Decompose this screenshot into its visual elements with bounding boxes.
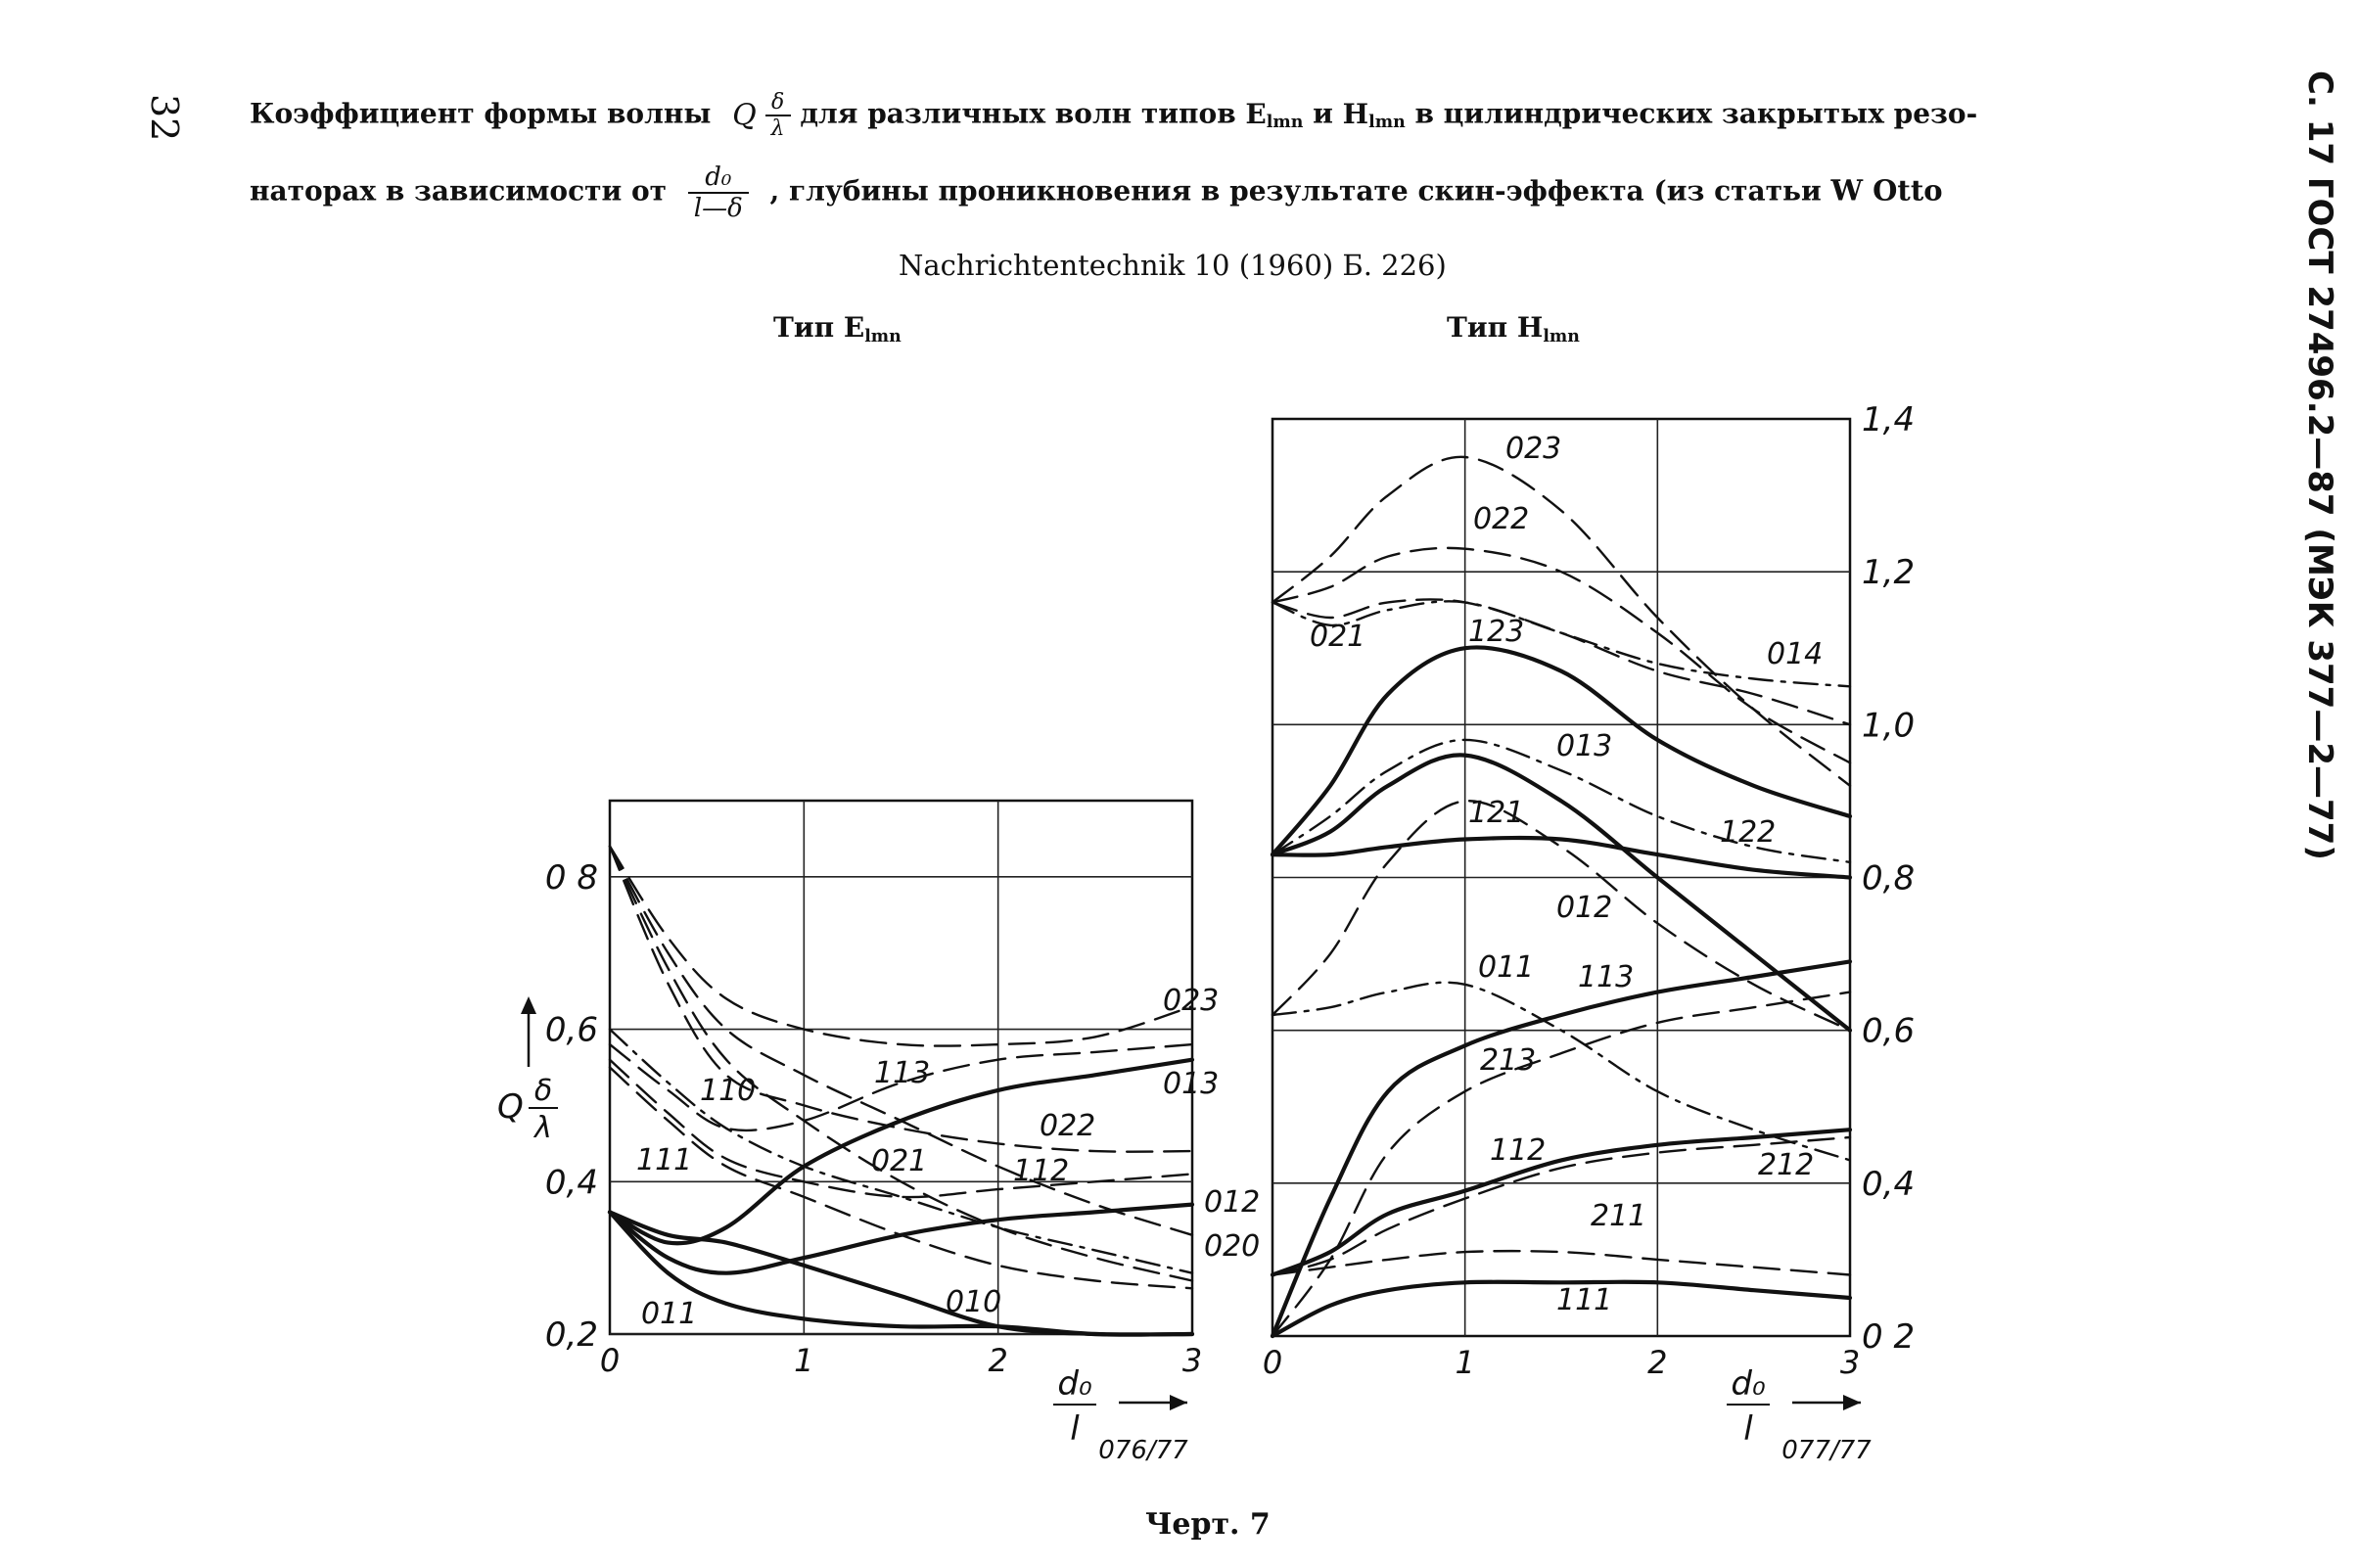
series-label-021: 021 (1310, 620, 1366, 654)
series-label-111: 111 (1556, 1283, 1613, 1317)
x-axis-label-num: d₀ (1731, 1364, 1766, 1404)
x-tick-label: 3 (1839, 1344, 1861, 1381)
x-tick-label: 2 (1647, 1344, 1668, 1381)
title-part1: Коэффициент формы волны (250, 97, 712, 130)
y-axis-arrowhead (521, 996, 536, 1014)
y-tick-label: 0,4 (544, 1163, 598, 1203)
series-label-010: 010 (946, 1285, 1002, 1319)
series-label-013: 013 (1556, 729, 1613, 763)
series-label-020: 020 (1204, 1229, 1261, 1264)
y-tick-label: 0 8 (544, 857, 598, 898)
chart-e-type (497, 801, 1260, 1465)
series-label-021: 021 (871, 1144, 928, 1178)
series-label-023: 023 (1505, 432, 1562, 466)
y-tick-label: 0,6 (544, 1010, 598, 1050)
y-axis-label-num: δ (533, 1074, 553, 1108)
x-tick-label: 1 (794, 1342, 814, 1379)
series-label-012: 012 (1204, 1185, 1261, 1220)
series-label-121: 121 (1468, 796, 1525, 830)
page-number: 32 (143, 94, 186, 142)
y-tick-label: 0,2 (544, 1315, 598, 1355)
series-label-111: 111 (636, 1143, 693, 1177)
figure-code: 076/77 (1098, 1436, 1188, 1465)
x-axis-arrowhead (1843, 1395, 1861, 1410)
figure-code: 077/77 (1781, 1436, 1872, 1465)
series-label-113: 113 (874, 1056, 931, 1090)
title-line2-part2: , глубины проникновения в результате скин-эффекта (из статьи (769, 174, 1822, 208)
chart-h-type (1263, 400, 1915, 1465)
series-label-123: 123 (1468, 615, 1525, 649)
y-axis-label-den: λ (534, 1111, 552, 1145)
series-label-013: 013 (1163, 1067, 1220, 1101)
y-tick-label: 0,4 (1862, 1164, 1916, 1204)
series-label-012: 012 (1556, 891, 1613, 925)
x-tick-label: 0 (1262, 1344, 1283, 1381)
series-label-213: 213 (1480, 1043, 1537, 1078)
title-and: и (1313, 97, 1333, 130)
series-label-022: 022 (1473, 502, 1530, 536)
heading-type-e: Тип Elmn (773, 311, 902, 346)
series-line-211 (1272, 1251, 1850, 1274)
title-fraction: $\frac{\text{d₀}}{l—\delta}$ (688, 162, 749, 223)
y-tick-label: 0,8 (1862, 858, 1916, 899)
series-label-011: 011 (641, 1297, 698, 1331)
series-label-112: 112 (1013, 1154, 1070, 1188)
title-line2-part1: наторах в зависимости от (250, 174, 668, 208)
y-tick-label: 1,2 (1862, 553, 1916, 593)
x-tick-label: 3 (1181, 1342, 1203, 1379)
series-label-110: 110 (700, 1074, 757, 1108)
x-tick-label: 2 (988, 1342, 1008, 1379)
series-line-022 (610, 847, 1192, 1152)
series-label-122: 122 (1720, 815, 1777, 850)
document-side-header: С. 17 ГОСТ 27496.2—87 (МЭК 377—2—77) (2300, 70, 2339, 860)
series-label-212: 212 (1758, 1148, 1815, 1182)
y-tick-label: 0,6 (1862, 1011, 1916, 1051)
y-tick-label: 0 2 (1862, 1317, 1916, 1357)
x-axis-label-den: l (1070, 1409, 1080, 1449)
y-tick-label: 1,4 (1862, 400, 1916, 439)
x-tick-label: 1 (1455, 1344, 1475, 1381)
type-e-label: Elmn (1245, 97, 1304, 133)
title-line-3: Nachrichtentechnik 10 (1960) Б. 226) (899, 249, 1447, 282)
x-tick-label: 0 (599, 1342, 621, 1379)
type-h-label: Hlmn (1342, 97, 1406, 133)
figure-caption: Черт. 7 (1145, 1507, 1271, 1542)
series-label-014: 014 (1767, 637, 1824, 671)
title-author: W Otto (1830, 173, 1943, 208)
y-axis-label: Q (497, 1087, 524, 1127)
series-label-211: 211 (1591, 1199, 1647, 1233)
y-tick-label: 1,0 (1862, 706, 1916, 746)
x-axis-arrowhead (1170, 1395, 1187, 1410)
series-label-011: 011 (1478, 950, 1535, 985)
series-label-023: 023 (1163, 984, 1220, 1018)
x-axis-label-den: l (1743, 1409, 1753, 1449)
heading-type-h: Тип Hlmn (1447, 311, 1580, 346)
x-axis-label-num: d₀ (1057, 1364, 1092, 1404)
title-part2: для различных волн типов (800, 97, 1236, 130)
title-part3: в цилиндрических закрытых резо- (1414, 97, 1978, 130)
series-label-022: 022 (1040, 1109, 1096, 1143)
series-label-112: 112 (1490, 1133, 1547, 1168)
series-label-113: 113 (1578, 960, 1635, 994)
title-q-formula: Q $\frac{\delta}{\lambda}$ (732, 90, 790, 141)
